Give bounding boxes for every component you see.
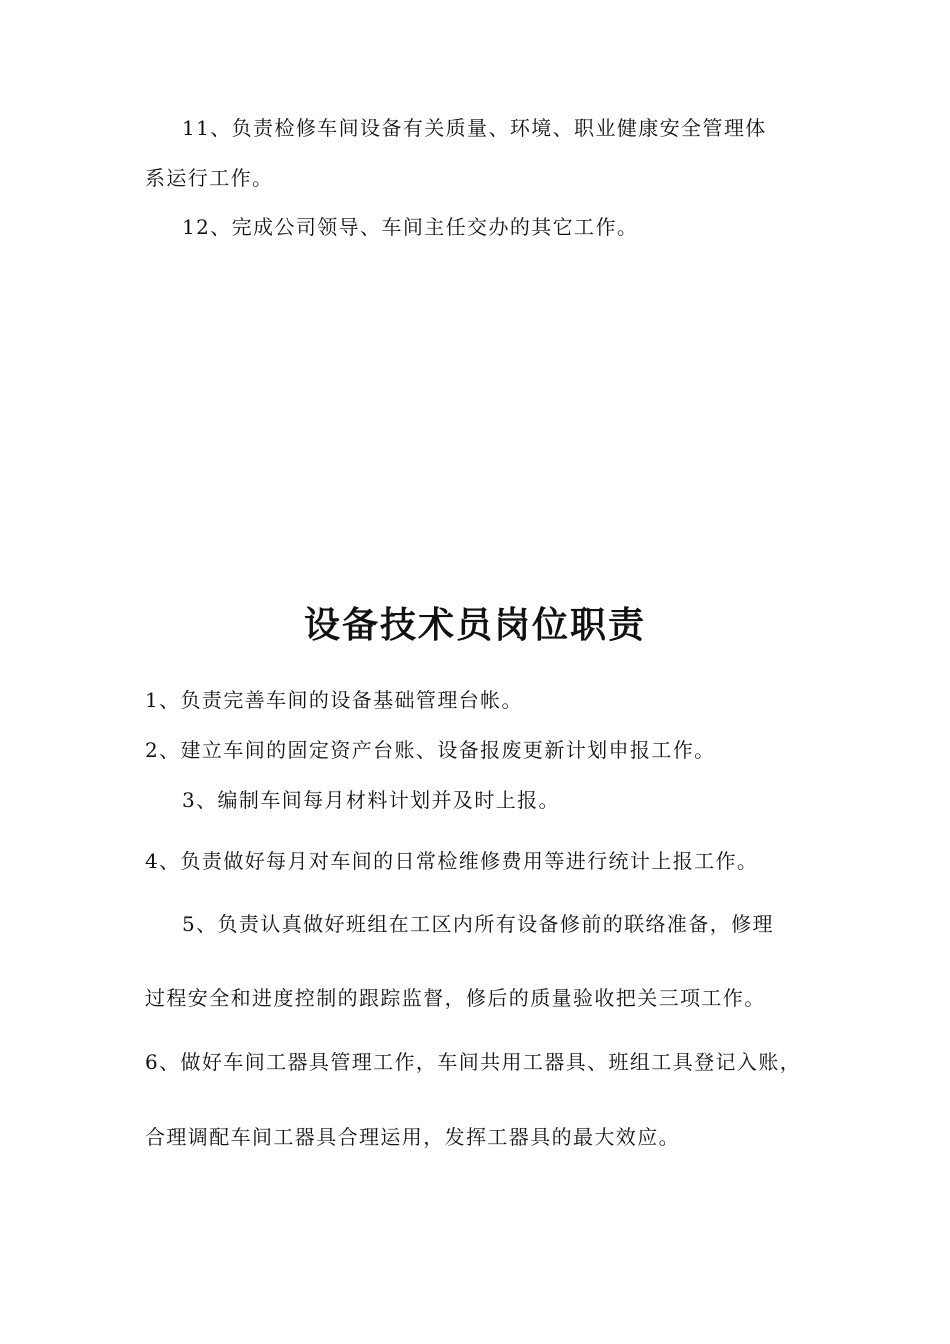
duty-item-5-line-2: 过程安全和进度控制的跟踪监督，修后的质量验收把关三项工作。 (145, 986, 766, 1010)
duty-item-4: 4、负责做好每月对车间的日常检维修费用等进行统计上报工作。 (145, 849, 759, 873)
section-title: 设备技术员岗位职责 (303, 605, 646, 646)
duty-item-3: 3、编制车间每月材料计划并及时上报。 (182, 788, 560, 812)
item-11-line-2: 系运行工作。 (145, 166, 274, 190)
duty-item-1: 1、负责完善车间的设备基础管理台帐。 (145, 688, 523, 712)
item-12: 12、完成公司领导、车间主任交办的其它工作。 (182, 215, 639, 239)
duty-item-6-line-1: 6、做好车间工器具管理工作，车间共用工器具、班组工具登记入账， (145, 1050, 802, 1074)
duty-item-6-line-2: 合理调配车间工器具合理运用，发挥工器具的最大效应。 (145, 1125, 680, 1149)
duty-item-2: 2、建立车间的固定资产台账、设备报废更新计划申报工作。 (145, 738, 716, 762)
item-11-line-1: 11、负责检修车间设备有关质量、环境、职业健康安全管理体 (182, 116, 767, 140)
duty-item-5-line-1: 5、负责认真做好班组在工区内所有设备修前的联络准备，修理 (182, 912, 774, 936)
